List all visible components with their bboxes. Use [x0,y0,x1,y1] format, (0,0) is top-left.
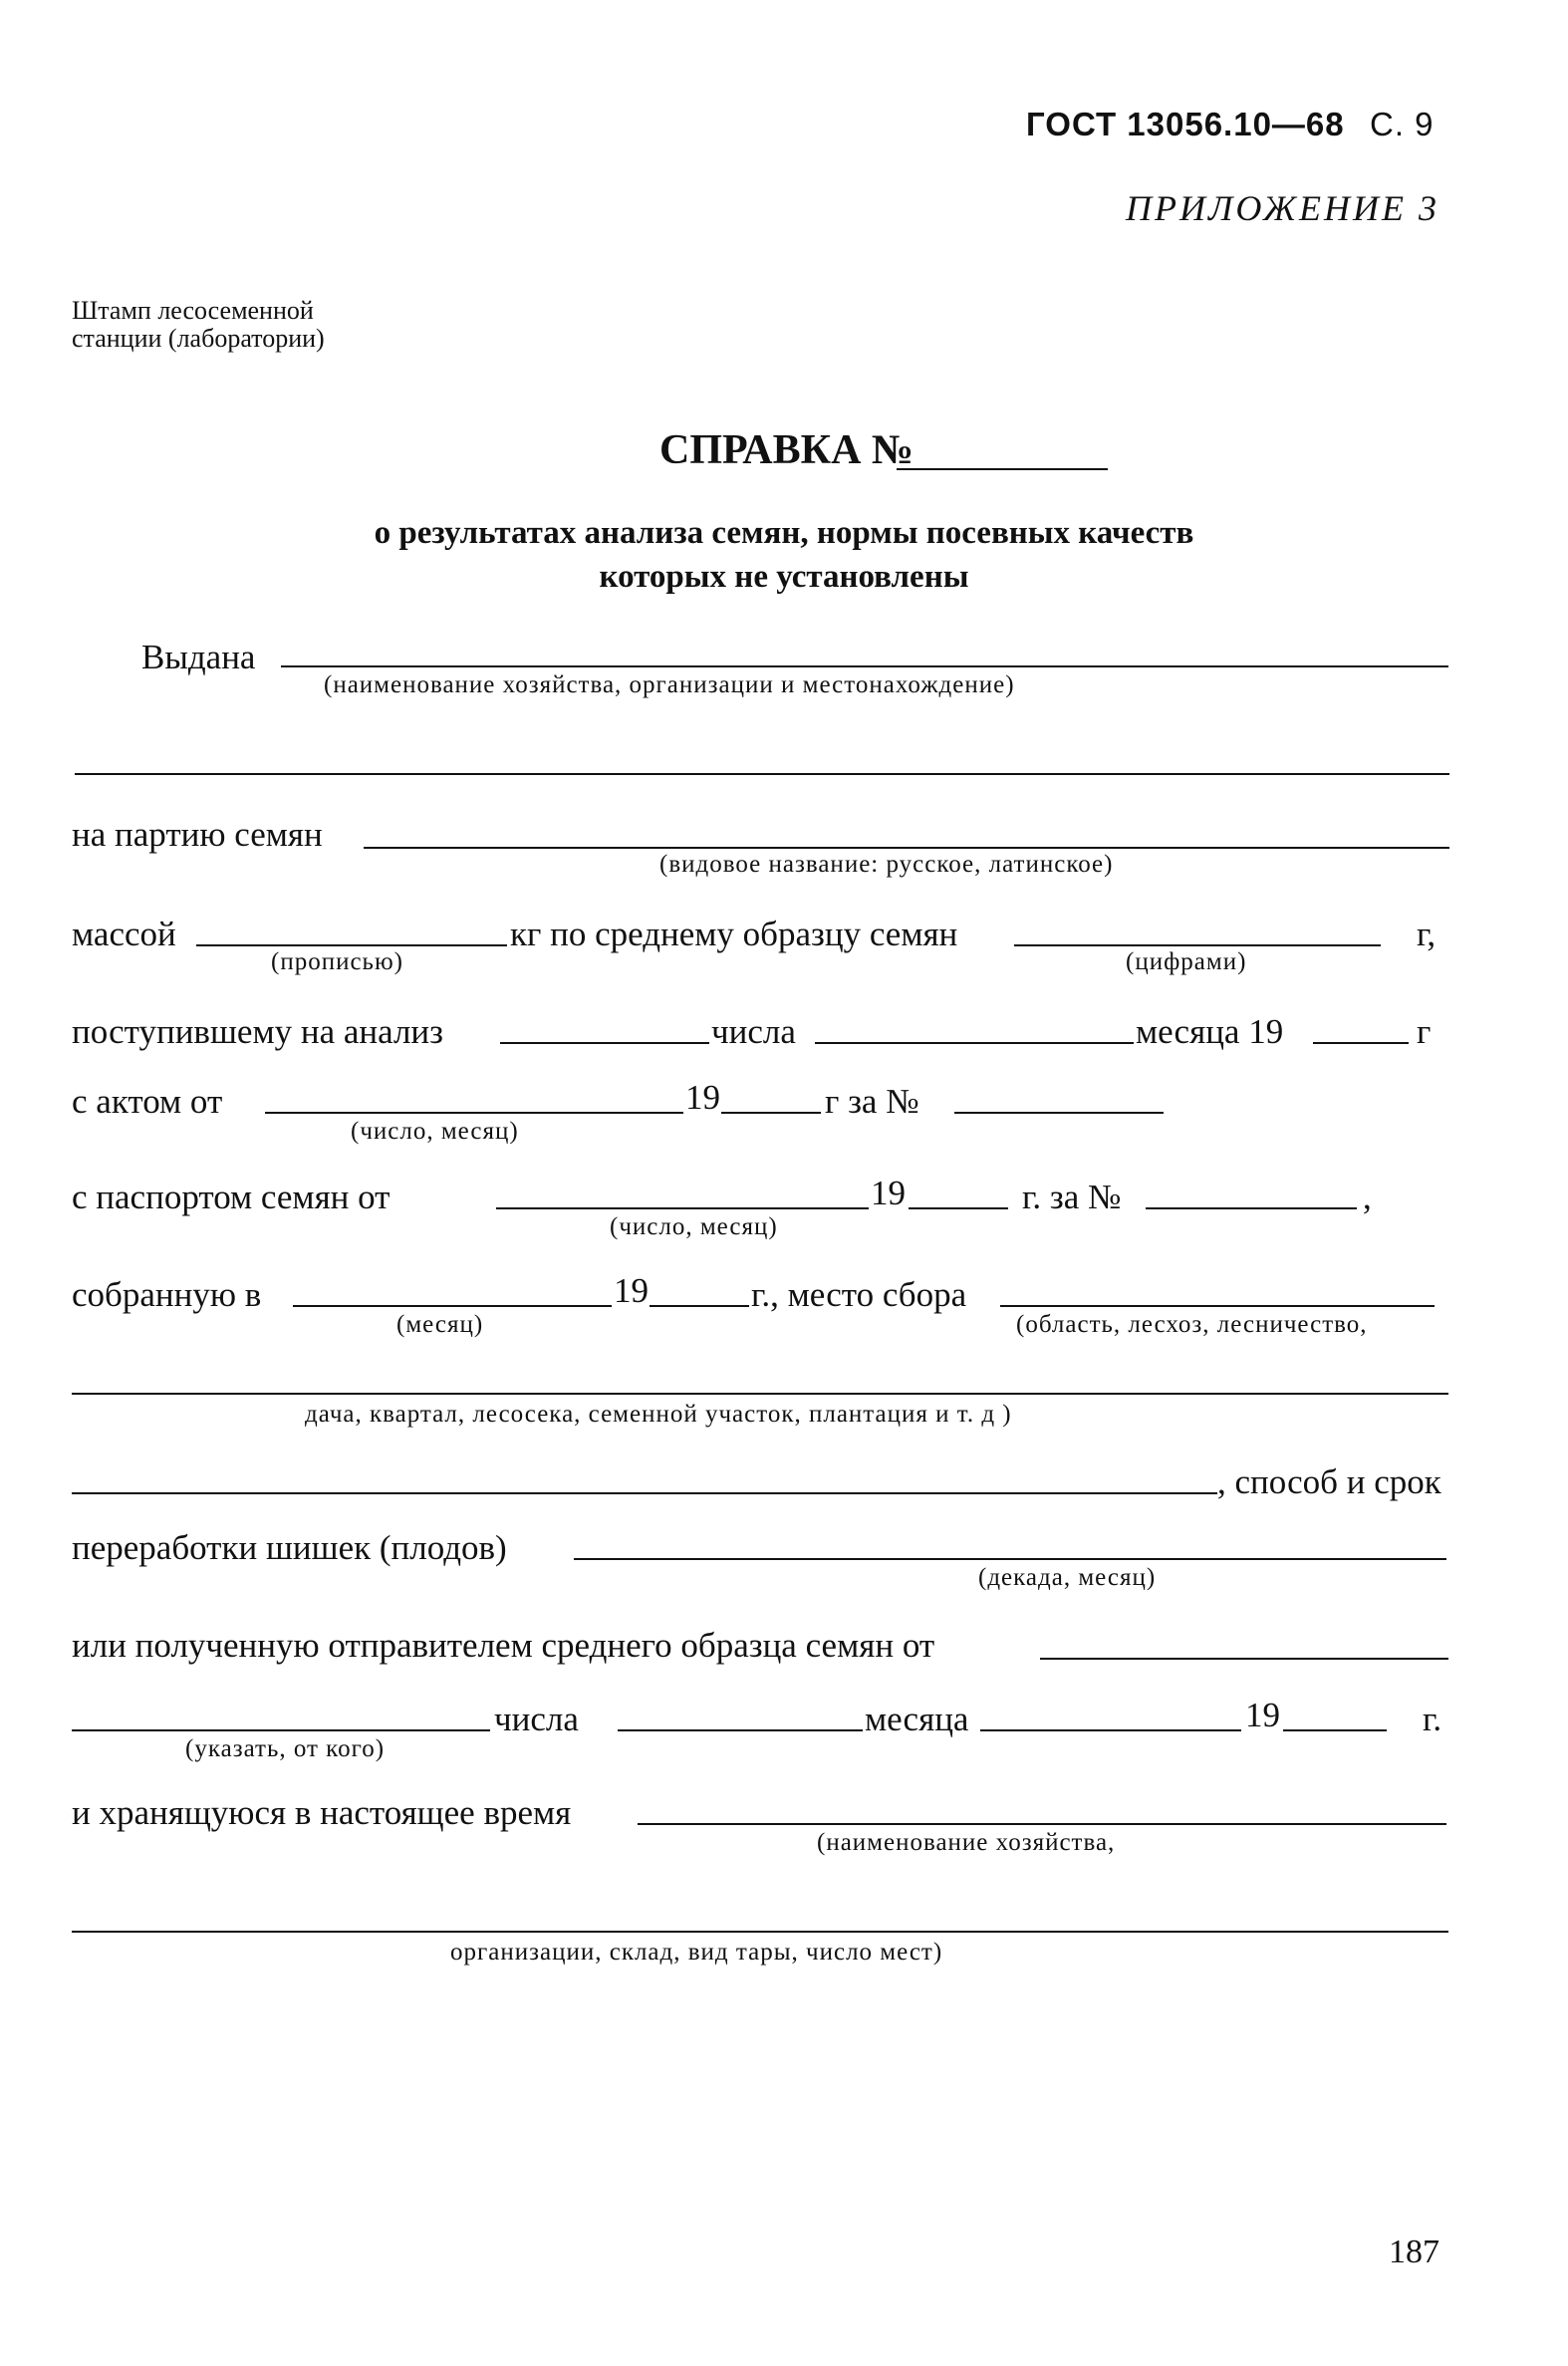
act-number-field[interactable] [954,1112,1164,1114]
page-reference: С. 9 [1370,106,1435,142]
collected-caption-month: (месяц) [396,1311,484,1338]
collected-month-field[interactable] [293,1305,612,1307]
passport-label: с паспортом семян от [72,1178,391,1216]
issued-label: Выдана [141,638,256,676]
mass-label: массой [72,915,176,953]
sample-caption: (указать, от кого) [185,1735,386,1762]
processing-label: переработки шишек (плодов) [72,1528,507,1567]
stamp-line-2: станции (лаборатории) [72,324,325,353]
sample-month-field[interactable] [980,1729,1241,1731]
stored-field[interactable] [638,1823,1446,1825]
collected-year-prefix: 19 [614,1271,649,1310]
received-day-field[interactable] [500,1042,709,1044]
sample-day-label: числа [494,1700,579,1738]
received-month-field[interactable] [815,1042,1134,1044]
act-number-label: г за № [825,1082,919,1121]
received-year-field[interactable] [1313,1042,1409,1044]
act-year-prefix: 19 [685,1078,720,1117]
subtitle-line-2: которых не установлены [599,559,969,595]
passport-date-field[interactable] [496,1207,869,1209]
sample-year-prefix: 19 [1245,1696,1280,1734]
batch-field[interactable] [364,847,1449,849]
sample-sender-field[interactable] [1040,1658,1448,1660]
page-number: 187 [1389,2234,1439,2270]
received-label: поступившему на анализ [72,1012,443,1051]
mass-words-field[interactable] [196,944,507,946]
standard-number: ГОСТ 13056.10—68 [1026,106,1345,142]
passport-year-field[interactable] [909,1207,1008,1209]
collected-place-label: г., место сбора [751,1275,967,1314]
processing-field[interactable] [574,1558,1446,1560]
place-caption-2: дача, квартал, лесосека, семенной участок, плантация и т. д ) [305,1401,1012,1428]
received-month-label: месяца 19 [1136,1012,1284,1051]
batch-label: на партию семян [72,815,323,854]
issued-to-field[interactable] [281,665,1448,667]
issued-to-field-2[interactable] [75,773,1449,775]
processing-caption: (декада, месяц) [978,1564,1157,1591]
collection-place-field-3[interactable] [72,1492,1217,1494]
processing-tail: , способ и срок [1217,1462,1441,1501]
stamp-line-1: Штамп лесосеменной [72,296,314,325]
stored-label: и хранящуюся в настоящее время [72,1793,572,1832]
act-label: с актом от [72,1082,223,1121]
sample-mass-field[interactable] [1014,944,1381,946]
collected-year-field[interactable] [650,1305,749,1307]
passport-number-label: г. за № [1022,1178,1122,1216]
sample-day-field[interactable] [618,1729,863,1731]
act-year-field[interactable] [721,1112,821,1114]
mass-unit: г, [1417,915,1437,953]
batch-caption: (видовое название: русское, латинское) [659,851,1114,878]
passport-end: , [1363,1178,1372,1216]
mass-mid-text: кг по среднему образцу семян [510,915,958,953]
sample-sender-field-2[interactable] [72,1729,490,1731]
mass-caption: (прописью) [271,948,403,975]
stored-caption: (наименование хозяйства, [817,1829,1116,1856]
issued-caption: (наименование хозяйства, организации и местонахождение) [324,671,1015,698]
stored-field-2[interactable] [72,1931,1448,1933]
appendix-label: ПРИЛОЖЕНИЕ 3 [1126,188,1439,228]
passport-caption: (число, месяц) [610,1213,778,1240]
act-date-field[interactable] [265,1112,683,1114]
sample-unit: г. [1423,1700,1442,1738]
certificate-number-field[interactable] [897,468,1108,470]
sample-label: или полученную отправителем среднего образца семян от [72,1626,935,1665]
document-title: СПРАВКА № [659,427,915,473]
passport-number-field[interactable] [1146,1207,1357,1209]
received-day-label: числа [711,1012,796,1051]
act-caption: (число, месяц) [351,1118,519,1145]
collection-place-field[interactable] [1000,1305,1435,1307]
stored-caption-2: организации, склад, вид тары, число мест) [450,1939,943,1966]
received-year-unit: г [1417,1012,1432,1051]
subtitle-line-1: о результатах анализа семян, нормы посевных качеств [374,515,1194,551]
sample-year-field[interactable] [1283,1729,1387,1731]
mass-caption-digits: (цифрами) [1126,948,1247,975]
collection-place-field-2[interactable] [72,1393,1448,1395]
sample-month-label: месяца [865,1700,969,1738]
collected-caption-place: (область, лесхоз, лесничество, [1016,1311,1368,1338]
passport-year-prefix: 19 [871,1174,906,1212]
collected-label: собранную в [72,1275,262,1314]
